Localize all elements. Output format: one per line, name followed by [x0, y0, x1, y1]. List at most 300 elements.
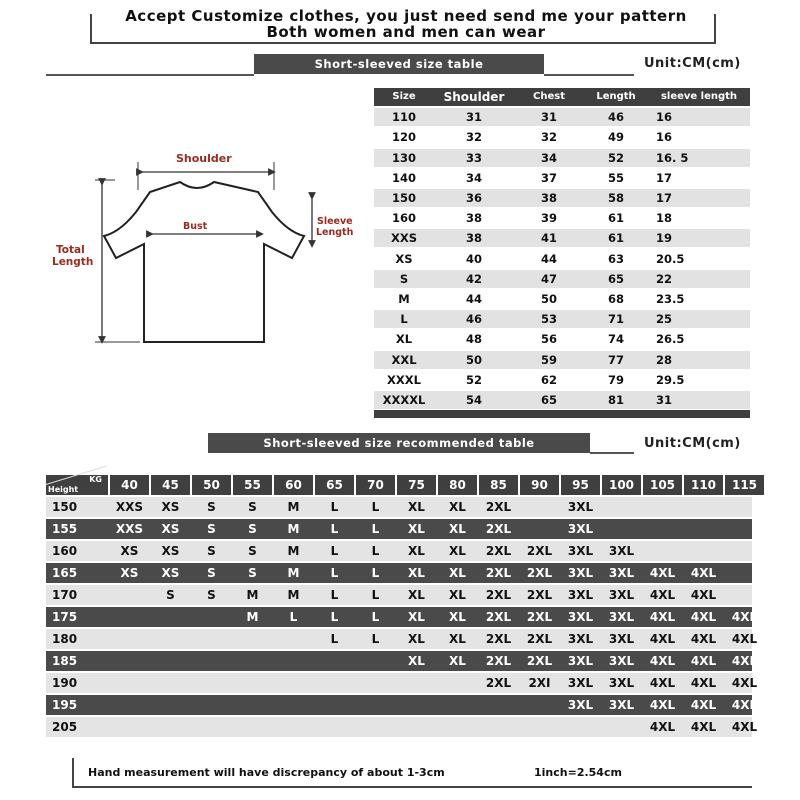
size-table-row — [374, 189, 750, 207]
size-table-cell: 34 — [540, 150, 557, 165]
size-table-cell: 65 — [540, 393, 557, 407]
rec-table-cell: XL — [449, 522, 466, 536]
rec-table-cell: 4XL — [649, 588, 676, 602]
rec-table-cell — [233, 651, 272, 671]
rec-table-cell: 2XL — [485, 544, 512, 558]
rec-table-cell: 2XL — [485, 500, 512, 514]
rec-table-kg-header: 100 — [602, 475, 641, 495]
rec-table-cell: XL — [449, 544, 466, 558]
rec-table-cell — [397, 717, 436, 737]
size-table-cell: XXXXL — [382, 393, 426, 407]
rec-table-cell: S — [166, 588, 175, 602]
rec-table-cell: S — [207, 588, 216, 602]
rec-table-cell: XL — [408, 566, 425, 580]
header-line-1: Accept Customize clothes, you just need send me your pattern — [125, 7, 687, 25]
size-table-cell: 62 — [540, 372, 557, 387]
rec-table-cell: 2XL — [526, 632, 553, 646]
size-table-cell: M — [398, 292, 410, 306]
rec-table-cell — [151, 651, 190, 671]
size-table-cell: 38 — [540, 191, 557, 205]
rec-table-cell — [315, 673, 354, 693]
rec-table-kg-header: 70 — [356, 475, 395, 495]
size-table-cell: 26.5 — [656, 332, 685, 347]
size-table-cell: 52 — [607, 150, 624, 165]
rec-table-cell: 3XL — [608, 698, 635, 712]
rec-table-cell: 4XL — [690, 698, 717, 712]
size-table-cell: 52 — [465, 372, 482, 387]
size-table-cell: 38 — [465, 231, 482, 246]
size-table-cell: 16 — [656, 130, 673, 145]
rec-table-cell — [151, 695, 190, 715]
tshirt-outline — [104, 182, 304, 342]
rec-table-cell: L — [330, 632, 339, 646]
size-table-cell: S — [399, 271, 409, 286]
rec-table-cell: 3XL — [608, 632, 635, 646]
rec-table-cell: S — [248, 522, 257, 536]
size-table-cell: 32 — [465, 130, 482, 145]
rec-table-unit: Unit:CM(cm) — [644, 436, 741, 451]
size-table-row — [374, 270, 750, 288]
rec-table-row — [46, 673, 758, 693]
rec-table-cell — [233, 717, 272, 737]
rec-table-row — [46, 607, 758, 627]
rec-table-cell — [438, 717, 477, 737]
size-table-cell: 48 — [465, 332, 482, 347]
footer-frame-bottom — [72, 786, 752, 788]
rec-table-height: 185 — [52, 654, 78, 668]
rec-table-height: 190 — [52, 676, 78, 690]
rec-table-cell: XL — [449, 610, 466, 624]
rec-table-cell: S — [248, 544, 257, 558]
rec-table-cell: M — [287, 500, 300, 514]
rec-table-cell: XS — [161, 522, 180, 536]
rec-table-cell: XL — [408, 610, 425, 624]
rec-table-kg-header: 110 — [684, 475, 723, 495]
size-table-cell: 34 — [465, 170, 482, 185]
rec-table-cell: L — [330, 588, 339, 602]
size-table-cell: 33 — [465, 150, 482, 165]
size-table-row — [374, 290, 750, 308]
rec-table-cell — [192, 673, 231, 693]
rec-table-cell — [274, 673, 313, 693]
rec-table-cell — [520, 497, 559, 517]
rec-table-cell — [315, 651, 354, 671]
rec-table-cell — [315, 717, 354, 737]
rec-table-cell: XL — [408, 522, 425, 536]
size-table-row — [374, 330, 750, 348]
size-table-row — [374, 149, 750, 167]
rec-table-cell: S — [207, 500, 216, 514]
label-bust: Bust — [183, 221, 208, 232]
rec-table-cell: 3XL — [567, 654, 594, 668]
rec-table-cell — [110, 695, 149, 715]
rec-table-cell — [151, 607, 190, 627]
rec-table-cell: 2XL — [485, 588, 512, 602]
rec-table-cell: 2XI — [528, 676, 551, 690]
rec-table-cell: 4XL — [690, 610, 717, 624]
rec-table-cell: S — [207, 566, 216, 580]
size-table-cell: 65 — [607, 271, 624, 286]
size-table-cell: L — [400, 312, 408, 327]
size-table-cell: 17 — [656, 170, 673, 185]
rec-table-cell: 4XL — [731, 720, 758, 734]
rec-table-cell: 4XL — [690, 588, 717, 602]
rec-table-cell: 3XL — [608, 610, 635, 624]
size-table-cell: 59 — [540, 352, 557, 367]
size-table-header — [374, 88, 750, 106]
tshirt-diagram — [40, 140, 360, 360]
rec-table-cell — [643, 541, 682, 561]
rec-table-cell: XL — [449, 500, 466, 514]
rec-table-cell: L — [289, 610, 298, 624]
label-shoulder: Shoulder — [176, 152, 232, 165]
rec-table-cell — [725, 519, 764, 539]
header-line-2: Both women and men can wear — [266, 23, 546, 41]
rec-table-cell: 4XL — [690, 654, 717, 668]
rec-table-cell — [274, 651, 313, 671]
size-table-row — [374, 310, 750, 328]
rec-table-height: 180 — [52, 632, 78, 646]
rec-table-cell: S — [207, 544, 216, 558]
rec-table-cell: 2XL — [526, 566, 553, 580]
rec-table-cell — [192, 717, 231, 737]
rec-table-kg-header: 40 — [110, 475, 149, 495]
rec-table-cell: 2XL — [485, 610, 512, 624]
rec-table-cell: 3XL — [567, 500, 594, 514]
rec-table-cell: L — [371, 566, 380, 580]
rec-table-cell: 4XL — [690, 720, 717, 734]
rec-table-height: 195 — [52, 698, 78, 712]
size-table-cell: 150 — [391, 191, 416, 205]
label-sleeve-2: Length — [316, 227, 354, 238]
size-table-cell: 44 — [540, 251, 557, 266]
rec-table-cell — [438, 695, 477, 715]
rec-table-cell: 4XL — [649, 632, 676, 646]
rec-table-height: 170 — [52, 588, 78, 602]
rec-table-kg-header: 60 — [274, 475, 313, 495]
size-table-cell: 42 — [465, 271, 482, 286]
rec-table-cell: 2XL — [485, 522, 512, 536]
rec-table-cell: 2XL — [526, 588, 553, 602]
size-table-cell: 63 — [607, 251, 624, 266]
rec-table-cell: 3XL — [608, 544, 635, 558]
size-table-cell: 74 — [607, 332, 624, 347]
rec-table-cell — [110, 673, 149, 693]
size-table-col-header: Chest — [533, 91, 565, 102]
rec-table-cell — [192, 607, 231, 627]
size-table-row — [374, 391, 750, 409]
rec-table-cell: 4XL — [731, 632, 758, 646]
rec-table-row — [46, 519, 752, 539]
rec-table-cell: L — [371, 588, 380, 602]
size-table-row — [374, 108, 750, 126]
rec-table-cell — [684, 519, 723, 539]
rec-table-cell — [520, 695, 559, 715]
size-table-cell: 71 — [607, 312, 624, 327]
size-table-cell: 44 — [465, 292, 482, 306]
size-table-cell: XXS — [390, 231, 417, 246]
corner-height-label: Height — [48, 485, 79, 494]
rec-table-cell: 2XL — [485, 632, 512, 646]
divider-right — [544, 74, 634, 76]
rec-table-cell: XL — [408, 632, 425, 646]
rec-table-cell — [110, 607, 149, 627]
rec-table-cell — [725, 585, 764, 605]
rec-table-cell: XL — [408, 654, 425, 668]
rec-table-cell — [725, 563, 764, 583]
rec-table-cell — [356, 673, 395, 693]
rec-table-cell: XL — [449, 654, 466, 668]
rec-table-cell — [274, 717, 313, 737]
rec-table-cell: 3XL — [608, 654, 635, 668]
size-table-cell: 110 — [391, 110, 416, 125]
size-table-cell: 39 — [540, 211, 557, 226]
rec-table-cell: XL — [408, 500, 425, 514]
rec-table-cell: 4XL — [649, 566, 676, 580]
corner-kg-label: KG — [89, 475, 102, 484]
size-table-cell: 160 — [391, 211, 416, 226]
rec-table-kg-header: 55 — [233, 475, 272, 495]
size-table-row — [374, 351, 750, 369]
rec-table-kg-header: 65 — [315, 475, 354, 495]
rec-table-kg-header: 95 — [561, 475, 600, 495]
size-table-cell: 25 — [656, 312, 673, 327]
rec-table-header — [46, 475, 758, 495]
rec-table-cell: XS — [120, 566, 139, 580]
rec-table-cell: L — [371, 522, 380, 536]
footer-conversion: 1inch=2.54cm — [534, 766, 622, 779]
rec-table-row — [46, 629, 758, 649]
rec-table-cell: S — [207, 522, 216, 536]
size-table-cell: 16. 5 — [656, 150, 689, 165]
rec-table-height: 150 — [52, 500, 78, 514]
rec-table-height: 175 — [52, 610, 78, 624]
size-table-cell: XXL — [391, 352, 417, 367]
size-table-cell: 19 — [656, 231, 673, 246]
label-total-1: Total — [56, 244, 85, 256]
rec-table-kg-header: 90 — [520, 475, 559, 495]
header-frame-left — [90, 14, 92, 44]
size-table-cell: 32 — [540, 130, 557, 145]
rec-table-row — [46, 585, 752, 605]
size-table-cell: XS — [395, 251, 413, 266]
footer-frame-left — [72, 758, 74, 786]
rec-table-cell: 3XL — [567, 588, 594, 602]
size-table-cell: 23.5 — [656, 292, 685, 306]
rec-table-height: 205 — [52, 720, 78, 734]
rec-table-cell: 2XL — [526, 610, 553, 624]
rec-table-cell: XS — [161, 544, 180, 558]
rec-table-cell: 2XL — [485, 654, 512, 668]
size-table-cell: 81 — [607, 393, 624, 407]
size-table-cell: 31 — [465, 110, 482, 125]
rec-table-cell — [356, 651, 395, 671]
rec-table-cell: S — [248, 500, 257, 514]
rec-table-cell: 3XL — [567, 610, 594, 624]
size-table-cell: 58 — [607, 191, 624, 205]
rec-table-cell: L — [330, 610, 339, 624]
rec-table-cell: 2XL — [526, 654, 553, 668]
size-table-cell: 38 — [465, 211, 482, 226]
rec-table-cell: L — [371, 500, 380, 514]
label-total-2: Length — [52, 256, 94, 268]
size-table-row — [374, 169, 750, 187]
rec-table-cell — [602, 497, 641, 517]
rec-table-title: Short-sleeved size recommended table — [208, 433, 590, 453]
rec-table-cell — [192, 695, 231, 715]
rec-table-corner — [46, 475, 108, 495]
rec-table-cell: 4XL — [690, 676, 717, 690]
size-table-cell: 53 — [540, 312, 557, 327]
rec-table-cell: 4XL — [649, 698, 676, 712]
rec-table-cell: 3XL — [567, 566, 594, 580]
rec-table-cell: L — [371, 544, 380, 558]
size-table-footer-bar — [374, 410, 750, 418]
rec-table-row — [46, 563, 752, 583]
size-table-cell: 120 — [391, 130, 416, 145]
rec-table-cell: M — [287, 566, 300, 580]
size-table-cell: 47 — [540, 271, 557, 286]
size-table-cell: 36 — [465, 191, 482, 205]
header-frame-bottom — [90, 42, 716, 44]
rec-table-cell: 4XL — [731, 654, 758, 668]
rec-table-cell — [643, 497, 682, 517]
rec-table-kg-header: 115 — [725, 475, 764, 495]
size-table-row — [374, 229, 750, 247]
rec-table-cell: L — [371, 632, 380, 646]
rec-table-cell: L — [330, 566, 339, 580]
size-table-cell: 16 — [656, 110, 673, 125]
rec-table-height: 155 — [52, 522, 78, 536]
size-table-cell: 31 — [540, 110, 557, 125]
rec-table-kg-header: 75 — [397, 475, 436, 495]
rec-table-cell: 4XL — [649, 610, 676, 624]
rec-table-row — [46, 541, 752, 561]
label-sleeve-1: Sleeve — [317, 216, 353, 227]
rec-table-cell — [274, 629, 313, 649]
size-table-cell: 50 — [465, 352, 482, 367]
rec-table-cell: S — [248, 566, 257, 580]
rec-table-cell: L — [371, 610, 380, 624]
rec-table-cell — [151, 673, 190, 693]
rec-table-cell: 4XL — [649, 676, 676, 690]
rec-table-cell — [110, 717, 149, 737]
rec-table-cell: XL — [408, 544, 425, 558]
size-table-cell: 41 — [540, 231, 557, 246]
size-table-cell: 46 — [607, 110, 624, 125]
size-table-cell: 29.5 — [656, 372, 685, 387]
rec-table-cell: XS — [120, 544, 139, 558]
rec-table-cell: M — [246, 610, 259, 624]
rec-table-cell — [684, 541, 723, 561]
size-table-cell: 50 — [540, 292, 557, 306]
rec-table-kg-header: 80 — [438, 475, 477, 495]
size-table-cell: 77 — [607, 352, 624, 367]
rec-table-cell — [561, 717, 600, 737]
size-table-cell: 28 — [656, 352, 673, 367]
size-table-cell: 40 — [465, 251, 482, 266]
size-table-row — [374, 128, 750, 146]
size-table-cell: 31 — [656, 393, 673, 407]
rec-table-row — [46, 695, 758, 715]
size-table-col-header: Shoulder — [443, 90, 505, 104]
rec-table-cell: 4XL — [690, 566, 717, 580]
rec-table-cell — [479, 717, 518, 737]
size-table-cell: 130 — [391, 150, 416, 165]
footer-note: Hand measurement will have discrepancy of about 1-3cm — [88, 766, 445, 779]
size-table-cell: XXXL — [387, 372, 421, 387]
rec-table-cell — [274, 695, 313, 715]
rec-table-kg-header: 105 — [643, 475, 682, 495]
size-table-cell: 37 — [540, 170, 557, 185]
size-table-col-header: Length — [596, 91, 636, 102]
rec-table-cell: 4XL — [690, 632, 717, 646]
rec-table-row — [46, 497, 752, 517]
size-table-cell: 61 — [607, 211, 624, 226]
rec-table-cell: 3XL — [608, 566, 635, 580]
rec-table-cell — [192, 651, 231, 671]
rec-table-cell: 4XL — [649, 654, 676, 668]
rec-table-height: 165 — [52, 566, 78, 580]
rec-table-cell — [479, 695, 518, 715]
rec-table-cell: 4XL — [731, 698, 758, 712]
size-table-row — [374, 371, 750, 389]
rec-table-cell — [725, 497, 764, 517]
rec-table-cell — [397, 695, 436, 715]
size-table-row — [374, 209, 750, 227]
rec-table-cell — [151, 629, 190, 649]
rec-table-cell: M — [287, 522, 300, 536]
rec-table-cell — [397, 673, 436, 693]
rec-table-cell: XL — [408, 588, 425, 602]
size-table-cell: 22 — [656, 271, 673, 286]
size-table-cell: 61 — [607, 231, 624, 246]
size-table-cell: XL — [395, 332, 413, 347]
rec-table-height: 160 — [52, 544, 78, 558]
size-table-unit: Unit:CM(cm) — [644, 56, 741, 71]
rec-table-cell: M — [287, 588, 300, 602]
rec-table-cell: 3XL — [567, 544, 594, 558]
rec-table-cell — [233, 629, 272, 649]
rec-table-cell — [110, 585, 149, 605]
rec-table-cell: M — [287, 544, 300, 558]
size-table-row — [374, 250, 750, 268]
rec-table-cell — [520, 717, 559, 737]
size-table-title: Short-sleeved size table — [254, 54, 544, 74]
rec-table-cell — [520, 519, 559, 539]
rec-table-cell: 3XL — [608, 588, 635, 602]
rec-table-cell: L — [330, 522, 339, 536]
rec-table-kg-header: 85 — [479, 475, 518, 495]
rec-table-row — [46, 717, 758, 737]
rec-table-cell — [602, 519, 641, 539]
size-table-cell: 55 — [607, 170, 624, 185]
size-table-cell: 79 — [607, 372, 624, 387]
rec-table-cell: 2XL — [485, 566, 512, 580]
rec-table-cell: XXS — [115, 522, 144, 536]
size-table-col-header: sleeve length — [660, 91, 738, 102]
size-table-cell: 17 — [656, 191, 673, 205]
size-table-cell: 49 — [607, 130, 624, 145]
rec-table-kg-header: 45 — [151, 475, 190, 495]
size-table-cell: 20.5 — [656, 251, 685, 266]
divider-left — [46, 74, 254, 76]
rec-table-cell: 4XL — [731, 676, 758, 690]
size-table-cell: 140 — [391, 170, 416, 185]
rec-table-cell: XL — [449, 588, 466, 602]
rec-table-cell: 4XL — [731, 610, 758, 624]
rec-table-cell — [192, 629, 231, 649]
